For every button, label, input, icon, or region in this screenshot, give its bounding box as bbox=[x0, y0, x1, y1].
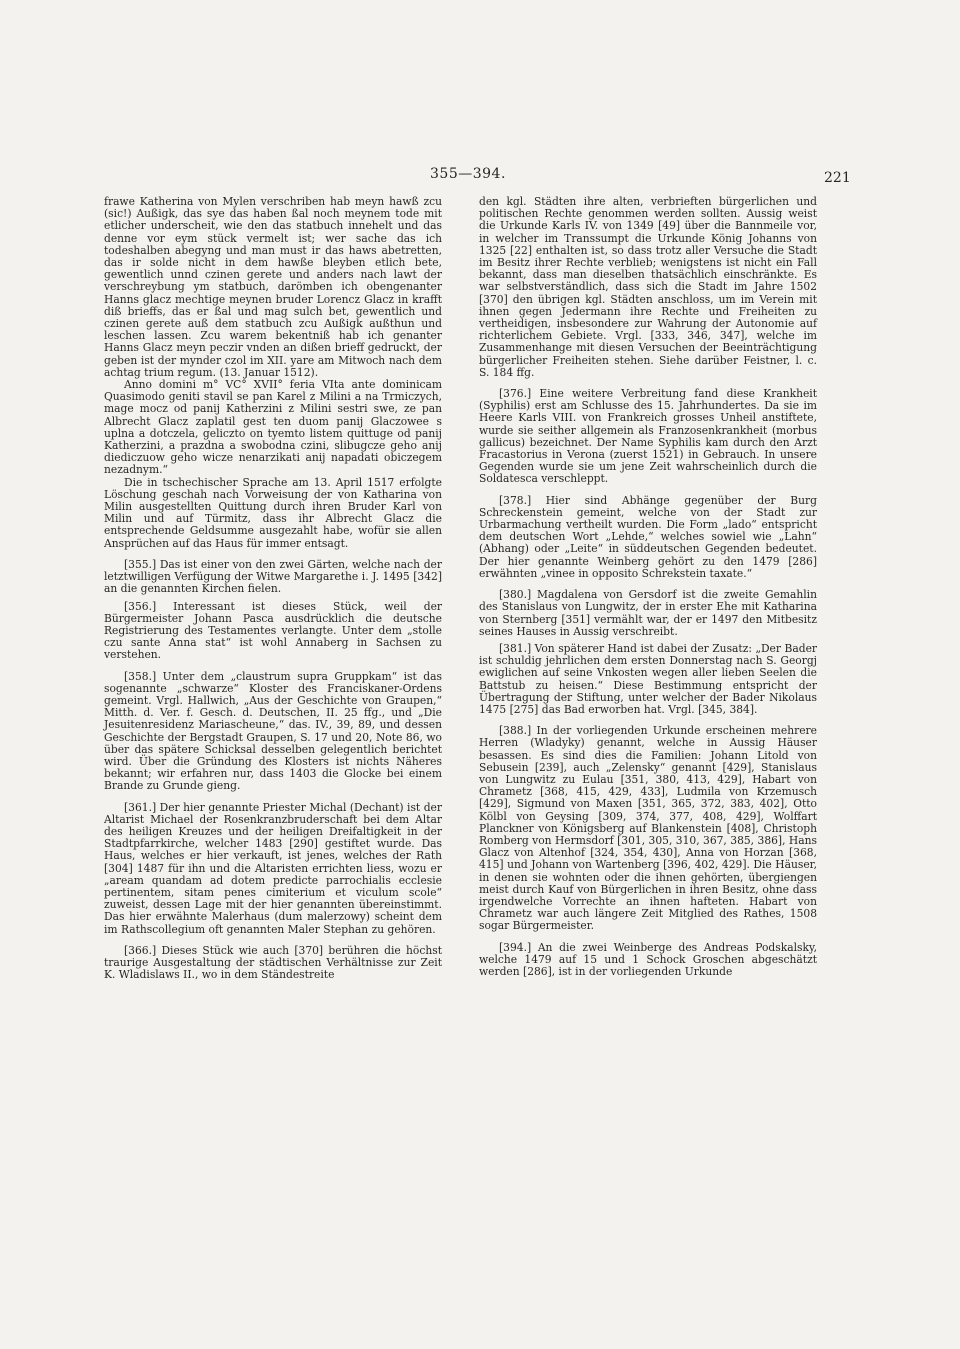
paragraph: Anno domini m° VC° XVII° feria VIta ante dominicam Quasimodo geniti stavil se pan Karel z Milini a na Trmiczych, mage mocz od panij Katherzini z Milini sestri swe, ze pan Albrecht Glacz zaplatil gest ten duom panij Glaczowee s uplna a dotczela, geliczto on tyemto listem quittuge od panij Katherzini, a prazdna a swobodna czini, slibugcze geho anij diediczuow geho wicze nenarzikati anij napadati obiczegem nezadnym.“ bbox=[104, 378, 442, 477]
paragraph: [355.] Das ist einer von den zwei Gärten, welche nach der letztwilligen Verfügung der Witwe Margarethe i. J. 1495 [342] an die genannten Kirchen fielen. bbox=[104, 557, 442, 596]
paragraph: [358.] Unter dem „claustrum supra Gruppkam“ ist das sogenannte „schwarze“ Kloster des Franciskaner-Ordens gemeint. Vrgl. Hallwich, „Aus der Geschichte von Graupen,“ Mitth. d. Ver. f. Gesch. d. Deutschen, II. 25 ffg., und „Die Jesuitenresidenz Mariascheune,“ das. IV., 39, 89, und dessen Geschichte der Bergstadt Graupen, S. 17 und 20, Note 86, wo über das spätere Schicksal desselben gelegentlich berichtet wird. Über die Gründung des Klosters ist nichts Näheres bekannt; wir erfahren nur, dass 1403 die Glocke bei einem Brande zu Grunde gieng. bbox=[104, 669, 442, 793]
page-number: 221 bbox=[824, 170, 851, 186]
paragraph: [356.] Interessant ist dieses Stück, weil der Bürgermeister Johann Pasca ausdrücklich die deutsche Registrierung des Testamentes verlangte. Unter dem „stolle czu sante Anna stat“ ist wohl Annaberg in Sachsen zu verstehen. bbox=[104, 599, 442, 662]
paragraph: [394.] An die zwei Weinberge des Andreas Podskalsky, welche 1479 auf 15 und 1 Schock Groschen abgeschätzt werden [286], ist in der vorliegenden Urkunde bbox=[479, 940, 817, 978]
paragraph: [381.] Von späterer Hand ist dabei der Zusatz: „Der Bader ist schuldig jehrlichen dem ersten Donnerstag nach S. Georgj ewiglichen auf seine Vnkosten wegen aller lieben Seelen die Battstub zu heisen.“ Diese Bestimmung entspricht der Übertragung der Stiftung, unter welcher der Bader Nikolaus 1475 [275] das Bad erworben hat. Vrgl. [345, 384]. bbox=[479, 641, 817, 716]
paragraph: [378.] Hier sind Abhänge gegenüber der Burg Schreckenstein gemeint, welche von der Stadt zur Urbarmachung vertheilt wurden. Die Form „lado“ entspricht dem deutschen Wort „Lehde,“ welches sowiel wie „Lahn“ (Abhang) oder „Leite“ in süddeutschen Gegenden bedeutet. Der hier genannte Weinberg gehört zu den 1479 [286] erwähnten „vinee in opposito Schrekstein taxate.“ bbox=[479, 493, 817, 580]
paragraph: [376.] Eine weitere Verbreitung fand diese Krankheit (Syphilis) erst am Schlusse des 15. Jahrhundertes. Da sie im Heere Karls VIII. von Frankreich grosses Unheil anstiftete, wurde sie seither allgemein als Franzosenkrankheit (morbus gallicus) bezeichnet. Der Name Syphilis kam durch den Arzt Fracastorius in Verona (zuerst 1521) in Gebrauch. In unsere Gegenden wurde sie um jene Zeit wahrscheinlich durch die Soldatesca verschleppt. bbox=[479, 387, 817, 486]
right-column bbox=[479, 196, 817, 978]
paragraph: frawe Katherina von Mylen verschriben hab meyn hawß zcu (sic!) Außigk, das sye das haben ßal noch meynem tode mit etlicher underscheit, wie den das statbuch innehelt und das denne vor eym stück vermelt ist; wer sache das ich todeshalben abegyng und man must ir das haws abetretten, das ir solde nicht in dem hawße bleyben etlich bete, gewentlich unnd czinen gerete und anders nach lawt der verschreybung ym statbuch, darömben ich obengenanter Hanns glacz mechtige meynen bruder Lorencz Glacz in krafft diß brieffs, das er ßal und mag sulch bet, gewentlich und czinen gerete auß dem statbuch zcu Außigk außthun und leschen lassen. Zcu warem bekentniß hab ich genanter Hanns Glacz meyn peczir vnden an dißen brieff gedruckt, der geben ist der mynder czol im XII. yare am Mitwoch nach dem achtag trium regum. (13. Januar 1512). bbox=[104, 195, 442, 379]
paragraph: [361.] Der hier genannte Priester Michal (Dechant) ist der Altarist Michael der Rosenkranzbruderschaft bei dem Altar des heiligen Kreuzes und der heiligen Dreifaltigkeit in der Stadtpfarrkirche, welcher 1483 [290] gestiftet wurde. Das Haus, welches er hier verkauft, ist jenes, welches der Rath [304] 1487 für ihn und die Altaristen errichten liess, wozu er „aream quandam ad dotem predicte parrochialis ecclesie pertinentem, sitam penes cimiterium et viculum scole“ zuweist, dessen Lage mit der hier genannten übereinstimmt. Das hier erwähnte Malerhaus (dum malerzowy) scheint dem im Rathscollegium oft genannten Maler Stephan zu gehören. bbox=[104, 800, 442, 936]
paragraph: [366.] Dieses Stück wie auch [370] berühren die höchst traurige Ausgestaltung der städtischen Verhältnisse zur Zeit K. Wladislaws II., wo in dem Ständestreite bbox=[104, 943, 442, 982]
paragraph: [380.] Magdalena von Gersdorf ist die zweite Gemahlin des Stanislaus von Lungwitz, der in erster Ehe mit Katharina von Sternberg [351] vermählt war, der er 1497 den Mitbesitz seines Hauses in Aussig verschreibt. bbox=[479, 588, 817, 638]
paragraph: Die in tschechischer Sprache am 13. April 1517 erfolgte Löschung geschah nach Vorweisung der von Katharina von Milin ausgestellten Quittung durch ihren Bruder Karl von Milin und auf Türmitz, dass ihr Albrecht Glacz die entsprechende Geldsumme ausgezahlt habe, wofür sie allen Ansprüchen auf das Haus für immer entsagt. bbox=[104, 475, 442, 550]
paragraph: den kgl. Städten ihre alten, verbrieften bürgerlichen und politischen Rechte genommen werden sollten. Aussig weist die Urkunde Karls IV. von 1349 [49] über die Bannmeile vor, in welcher im Transsumpt die Urkunde König Johanns von 1325 [22] enthalten ist, so dass trotz aller Versuche die Stadt im Besitz ihrer Rechte verblieb; wenigstens ist nicht ein Fall bekannt, dass man dieselben thatsächlich einschränkte. Es war selbstverständlich, dass sich die Stadt im Jahre 1502 [370] den übrigen kgl. Städten anschloss, um im Verein mit ihnen gegen Jedermann ihre Rechte und Freiheiten zu vertheidigen, insbesondere zur Wahrung der Autonomie auf richterlichem Gebiete. Vrgl. [333, 346, 347], welche im Zusammenhange mit diesen Versuchen der Beeinträchtigung bürgerlicher Freiheiten stehen. Siehe darüber Feistner, l. c. S. 184 ffg. bbox=[479, 195, 817, 379]
paragraph: [388.] In der vorliegenden Urkunde erscheinen mehrere Herren (Wladyky) genannt, welche in Aussig Häuser besassen. Es sind dies die Familien: Johann Litold von Sebusein [239], auch „Zelensky“ genannt [429], Stanislaus von Lungwitz zu Eulau [351, 380, 413, 429], Habart von Chrametz [368, 415, 429, 433], Ludmila von Krzemusch [429], Sigmund von Maxen [351, 365, 372, 383, 402], Otto Kölbl von Geysing [309, 374, 377, 408, 429], Wolffart Planckner von Königsberg auf Blankenstein [408], Christoph Romberg von Hermsdorf [301, 305, 310, 367, 385, 386], Hans Glacz von Altenhof [324, 354, 430], Anna von Horzan [368, 415] und Johann von Wartenberg [396, 402, 429]. Die Häuser, in denen sie wohnten oder die ihnen gehörten, übergiengen meist durch Kauf von Bürgerlichen in ihren Besitz, ohne dass irgendwelche Vorrechte an ihnen hafteten. Habart von Chrametz war auch längere Zeit Mitglied des Rathes, 1508 sogar Bürgermeister. bbox=[479, 724, 817, 933]
running-header: 355—394. bbox=[430, 166, 506, 182]
left-column bbox=[104, 196, 442, 981]
